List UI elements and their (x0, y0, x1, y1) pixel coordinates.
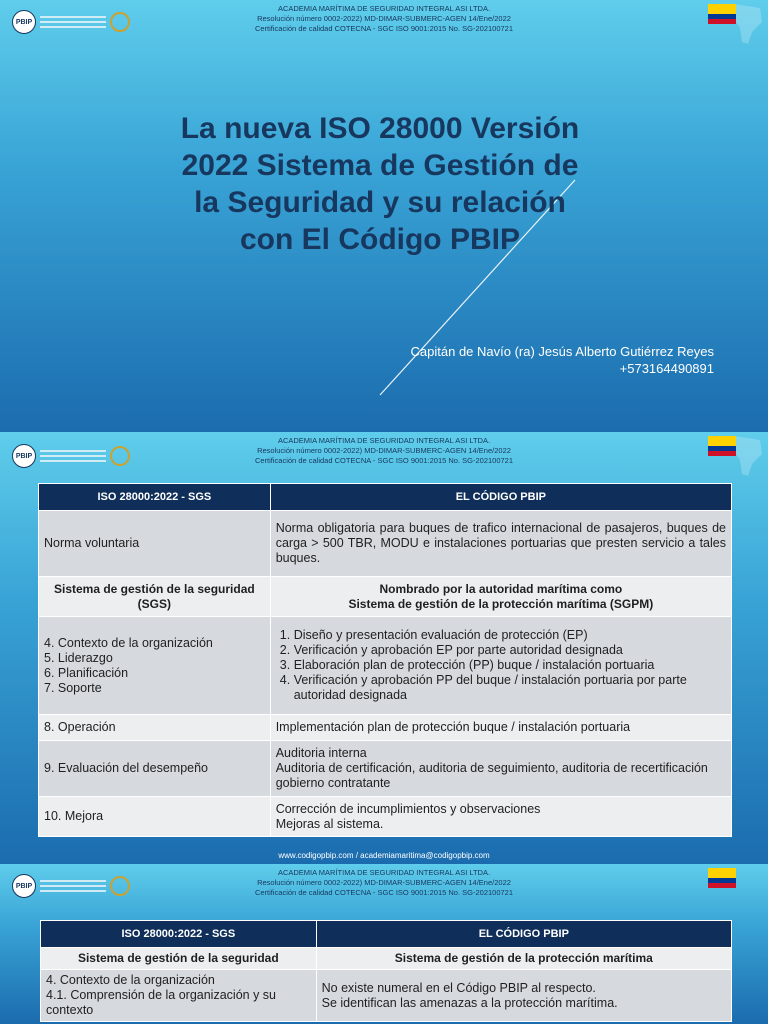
comparison-slide (0, 432, 768, 864)
cell-text: 4.1. Comprensión de la organización y su contexto (46, 988, 276, 1017)
cell-text: Mejoras al sistema. (275, 816, 384, 831)
cell-right (270, 617, 731, 715)
list-item: 6. Planificación (44, 665, 129, 680)
title-slide (0, 0, 768, 432)
table-row (41, 970, 732, 1022)
title-line-2: 2022 Sistema de Gestión de (181, 149, 579, 182)
title-line-1: La nueva ISO 28000 Versión (180, 112, 580, 145)
colombia-flag-icon (708, 868, 736, 888)
header-line-3: Certificación de calidad COTECNA - SGC ISO 9001:2015 No. SG-202100721 (254, 888, 514, 897)
footer-contact: www.codigopbip.com / academiamaritima@codigopbip.com (278, 851, 490, 860)
cell-text: Sistema de gestión de la protección marítima (SGPM) (348, 596, 654, 611)
cell-left: 8. Operación (39, 715, 271, 741)
cell-right (270, 741, 731, 797)
table-subheader-row (41, 948, 732, 970)
cell-right (270, 577, 731, 617)
table-row (39, 797, 732, 837)
header-line-3: Certificación de calidad COTECNA - SGC ISO 9001:2015 No. SG-202100721 (254, 456, 514, 465)
table-header-row (39, 484, 732, 511)
cell-text: No existe numeral en el Código PBIP al respecto. (321, 980, 596, 995)
table-row (39, 741, 732, 797)
author-phone: +573164490891 (619, 361, 714, 376)
column-header-pbip: EL CÓDIGO PBIP (316, 921, 731, 948)
laurel-wreath-icon (110, 876, 130, 896)
presentation-title (110, 110, 650, 258)
pbip-logo: PBIP (12, 10, 36, 34)
cell-text: Auditoria interna (275, 746, 367, 760)
column-header-pbip: EL CÓDIGO PBIP (270, 484, 731, 511)
cell-text: Corrección de incumplimientos y observaciones (275, 801, 541, 816)
list-item: 4. Contexto de la organización (44, 635, 213, 650)
cell-left: 10. Mejora (39, 797, 271, 837)
laurel-wreath-icon (110, 446, 130, 466)
list-item: 4. Verificación y aprobación PP del buque / instalación portuaria por parte autoridad designada (294, 673, 726, 703)
cell-left (39, 617, 271, 715)
list-item: 1. Diseño y presentación evaluación de protección (EP) (294, 628, 726, 643)
list-item: 5. Liderazgo (44, 650, 113, 665)
column-header-iso: ISO 28000:2022 - SGS (39, 484, 271, 511)
list-item: 2. Verificación y aprobación EP por parte autoridad designada (294, 643, 726, 658)
cell-text: Nombrado por la autoridad marítima como (379, 581, 623, 596)
table-row (39, 715, 732, 741)
cell-left: Sistema de gestión de la seguridad (41, 948, 317, 970)
header-line-3: Certificación de calidad COTECNA - SGC ISO 9001:2015 No. SG-202100721 (254, 24, 514, 33)
pbip-logo: PBIP (12, 444, 36, 468)
cell-right: Sistema de gestión de la protección marítima (316, 948, 731, 970)
header-line-1: ACADEMIA MARÍTIMA DE SEGURIDAD INTEGRAL ASI LTDA. (277, 868, 491, 877)
cell-left: 9. Evaluación del desempeño (39, 741, 271, 797)
table-row (39, 577, 732, 617)
header-line-2: Resolución número 0002-2022) MD-DIMAR-SUBMERC-AGEN 14/Ene/2022 (257, 878, 511, 887)
cell-text: 4. Contexto de la organización (46, 973, 215, 987)
academy-logo (12, 444, 130, 468)
cell-right: Norma obligatoria para buques de trafico internacional de pasajeros, buques de carga > 500 TBR, MODU e instalaciones portuarias que presten servicio a tales buques. (270, 511, 731, 577)
table-row (39, 617, 732, 715)
header-line-2: Resolución número 0002-2022) MD-DIMAR-SUBMERC-AGEN 14/Ene/2022 (257, 446, 511, 455)
academy-logo (12, 874, 130, 898)
cell-text: Sistema de gestión de la seguridad (53, 581, 255, 596)
header-line-1: ACADEMIA MARÍTIMA DE SEGURIDAD INTEGRAL ASI LTDA. (277, 436, 491, 445)
colombia-flag-icon (708, 436, 736, 456)
cell-text: (SGS) (137, 596, 172, 611)
cell-right: Implementación plan de protección buque / instalación portuaria (270, 715, 731, 741)
pbip-logo: PBIP (12, 874, 36, 898)
column-header-iso: ISO 28000:2022 - SGS (41, 921, 317, 948)
cell-text: Auditoria de certificación, auditoria de seguimiento, auditoria de recertificación gobierno contratante (275, 761, 708, 790)
header-line-2: Resolución número 0002-2022) MD-DIMAR-SUBMERC-AGEN 14/Ene/2022 (257, 14, 511, 23)
cell-left (39, 577, 271, 617)
author-block (411, 343, 714, 377)
cell-right (316, 970, 731, 1022)
header-line-1: ACADEMIA MARÍTIMA DE SEGURIDAD INTEGRAL ASI LTDA. (277, 4, 491, 13)
comparison-slide-2 (0, 864, 768, 1024)
title-line-3: la Seguridad y su relación (194, 186, 566, 219)
cell-left (41, 970, 317, 1022)
comparison-table-2 (40, 920, 732, 1022)
author-name: Capitán de Navío (ra) Jesús Alberto Gutiérrez Reyes (410, 344, 714, 359)
table-header-row (41, 921, 732, 948)
cell-left: Norma voluntaria (39, 511, 271, 577)
comparison-table (38, 483, 732, 837)
title-line-4: con El Código PBIP (239, 223, 520, 256)
cell-text: Se identifican las amenazas a la protección marítima. (321, 995, 618, 1010)
cell-right (270, 797, 731, 837)
list-item: 3. Elaboración plan de protección (PP) buque / instalación portuaria (294, 658, 726, 673)
list-item: 7. Soporte (44, 680, 102, 695)
table-row (39, 511, 732, 577)
